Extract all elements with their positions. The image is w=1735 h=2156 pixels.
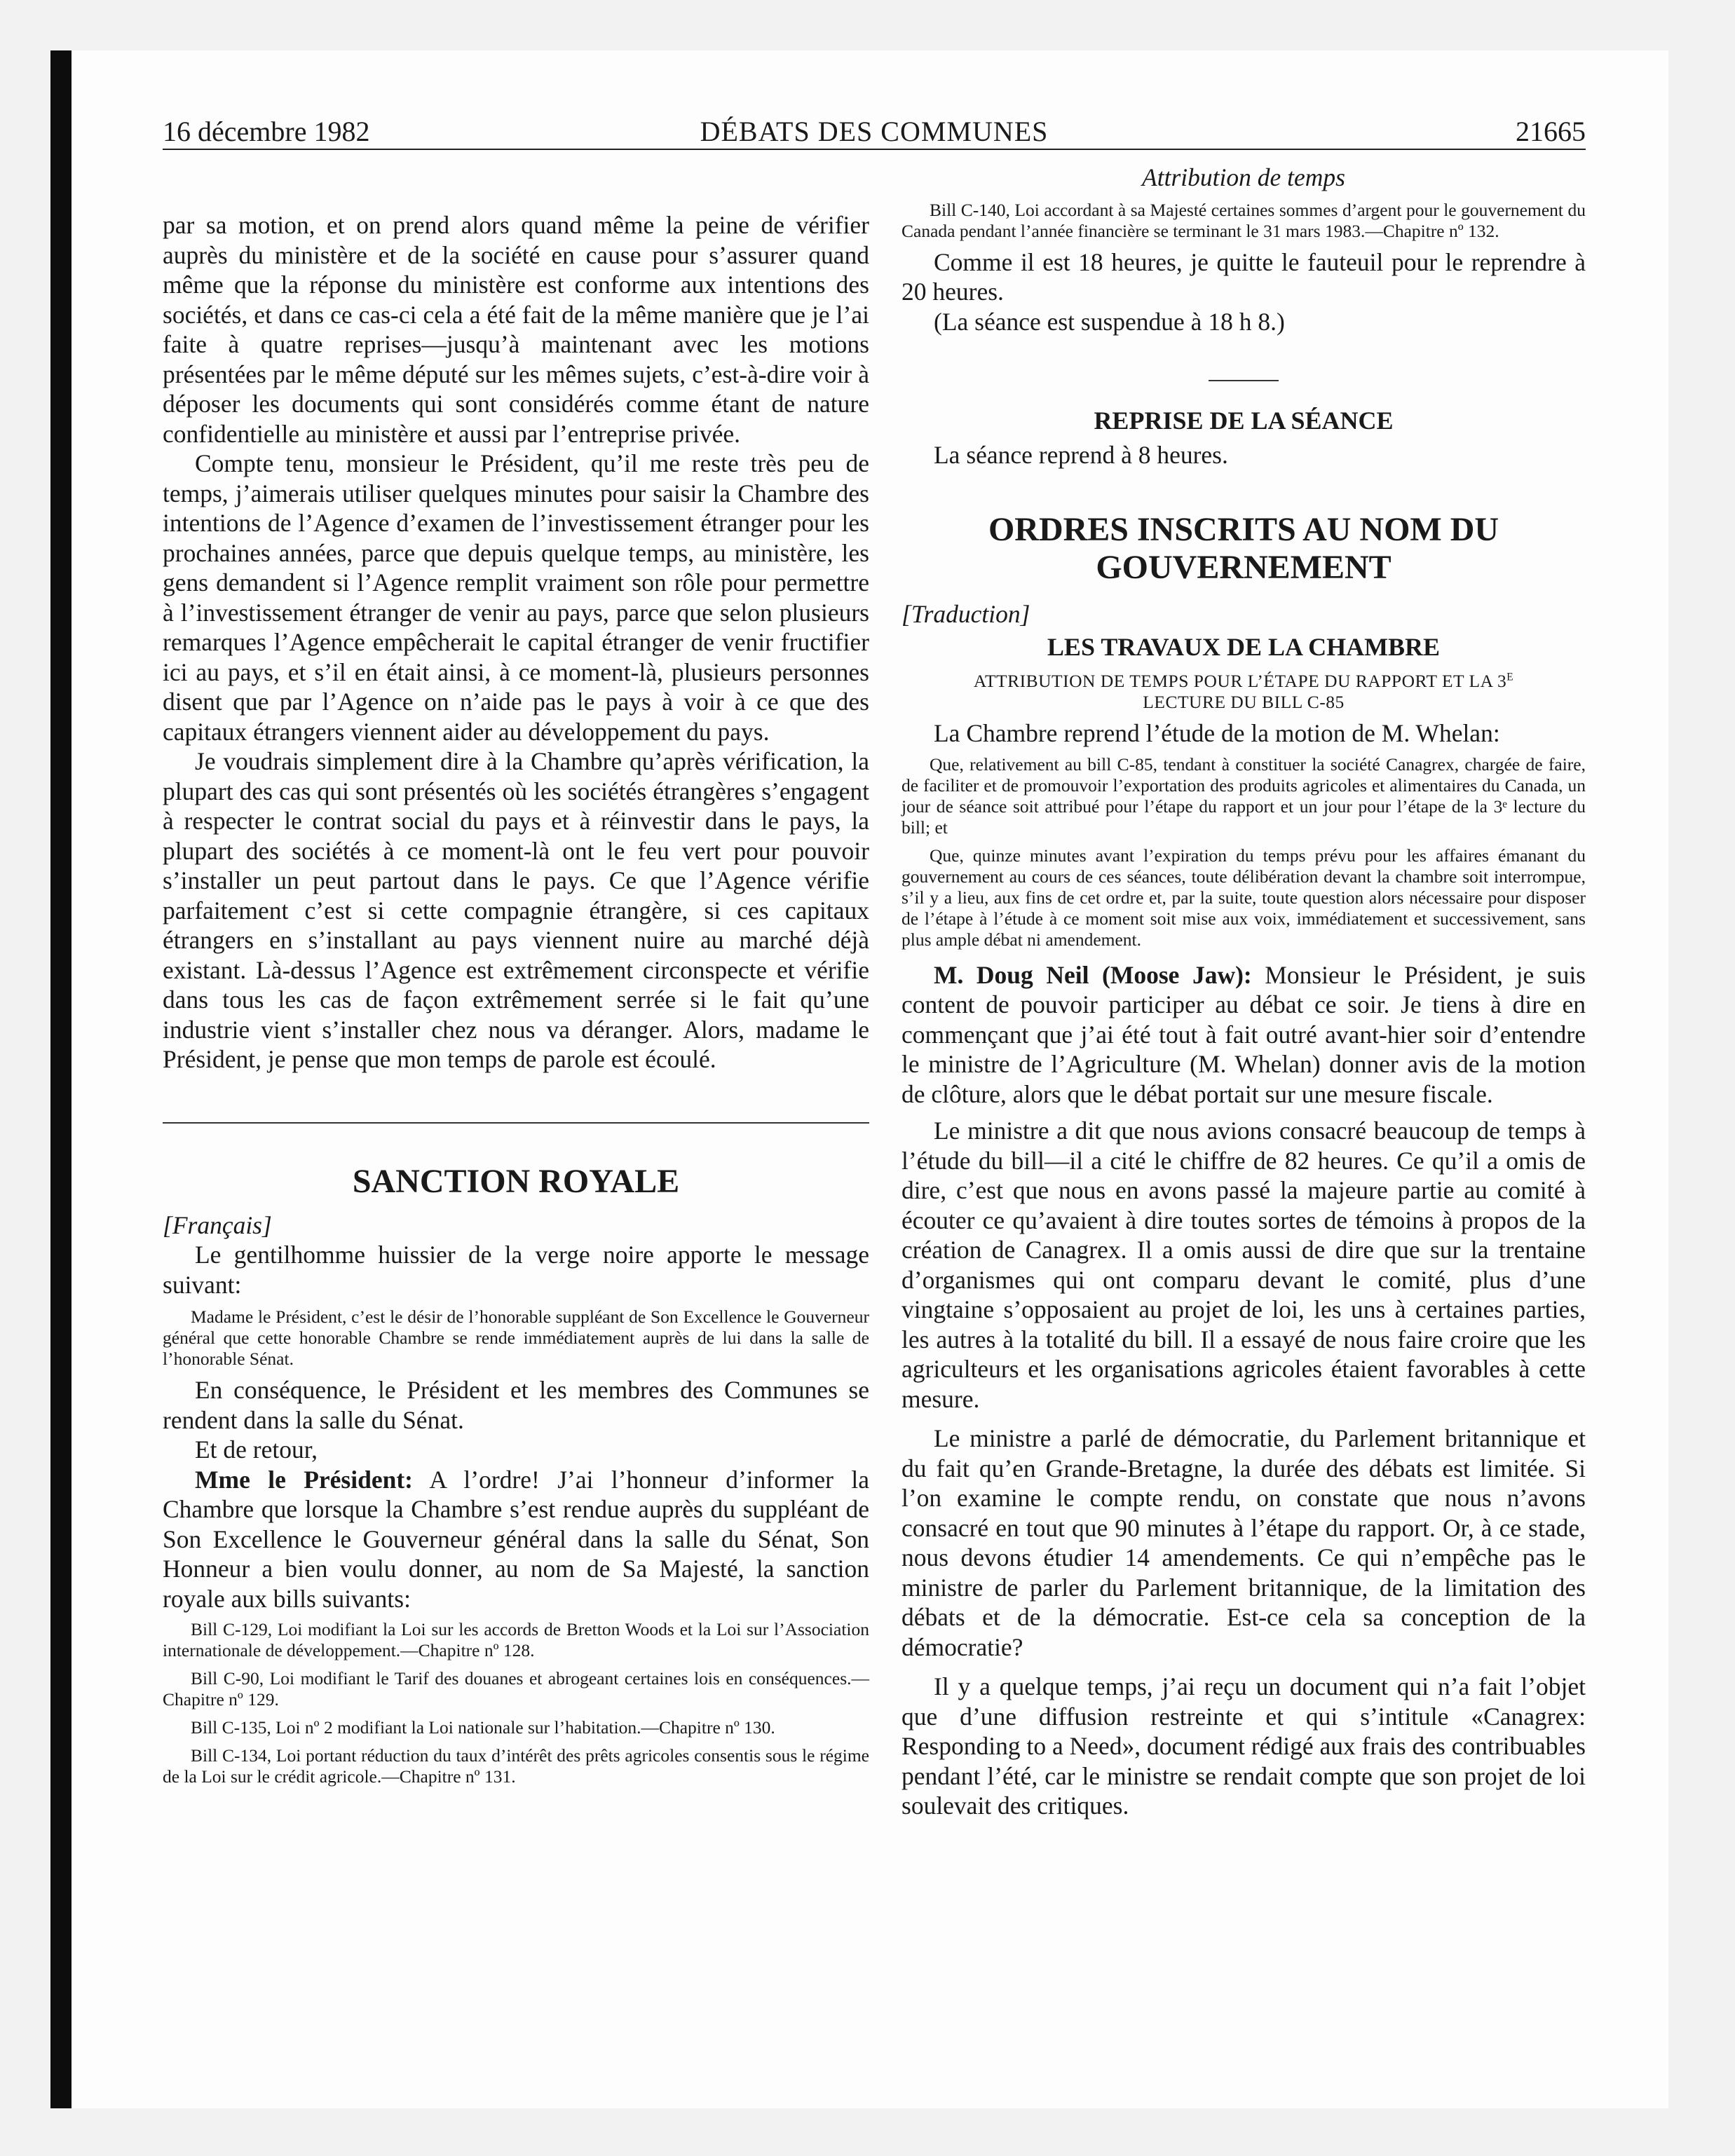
header-rule (163, 149, 1586, 150)
page-number: 21665 (1516, 116, 1586, 147)
language-tag: [Français] (163, 1210, 272, 1239)
bill-item: Bill C-135, Loi nº 2 modifiant la Loi nationale sur l’habitation.—Chapitre nº 130. (191, 1717, 775, 1738)
paragraph: Et de retour, (195, 1435, 318, 1464)
section-title: LES TRAVAUX DE LA CHAMBRE (1047, 633, 1441, 661)
paragraph: Le ministre a parlé de démocratie, du Parlement britannique et du fait qu’en Grande-Bretagne, la durée des débats est limitée. Si l’on examine le compte rendu, on constate que nous n’avons consacré en tout que 90 minutes à l’étape du rapport. Or, à ce stade, nous devons étudier 14 amendements. Ce qui n’empêche pas le ministre de parler du Parlement britannique, de la limitation des débats et de la démocratie. Est-ce cela sa conception de la démocratie? (901, 1424, 1586, 1661)
scan-edge (50, 50, 72, 2108)
allocation-heading-line-2: LECTURE DU BILL C-85 (1143, 692, 1345, 712)
speech-text: Monsieur le Président, je suis content de pouvoir participer au débat ce soir. Je tiens à dire en commençant que j’ai été tout à fait outré avant-hier soir d’entendre le ministre de l’Agriculture (M. Whelan) donner avis de la motion de clôture, alors que le débat portait sur une mesure fiscale. (901, 960, 1586, 1108)
bill-item: Bill C-134, Loi portant réduction du taux d’intérêt des prêts agricoles consentis sous le régime de la Loi sur le crédit agricole.—Chapitre nº 131. (163, 1745, 869, 1787)
speaker-name: M. Doug Neil (Moose Jaw): (934, 960, 1252, 989)
motion-text: Que, quinze minutes avant l’expiration du temps prévu pour les affaires émanant du gouvernement au cours de ces séances, toute délibération devant la chambre soit interrompue, s’il y a lieu, aux fins de cet ordre et, par la suite, toute question alors nécessaire pour disposer de l’étape à l’étude à ce moment soit mise aux voix, immédiatement et successivement, sans plus ample débat ni amendement. (901, 845, 1586, 950)
section-title: REPRISE DE LA SÉANCE (1094, 407, 1394, 435)
speech-paragraph (163, 1465, 869, 1614)
motion-text: Que, relativement au bill C-85, tendant à constituer la société Canagrex, chargée de faire, de faciliter et de promouvoir l’exportation des produits agricoles et alimentaires du Canada, un jour de séance soit attribué pour l’étape du rapport et un jour pour l’étape de la 3ᵉ lecture du bill; et (901, 753, 1586, 838)
paragraph: Il y a quelque temps, j’ai reçu un document qui n’a fait l’objet que d’une diffusion restreinte et qui s’intitule «Canagrex: Responding to a Need», document rédigé aux frais des contribuables pendant l’été, car le ministre se rendait compte que son projet de loi soulevait des critiques. (901, 1672, 1586, 1820)
orders-title-line-1: ORDRES INSCRITS AU NOM DU (988, 510, 1499, 548)
translation-tag: [Traduction] (901, 599, 1030, 628)
paragraph: La Chambre reprend l’étude de la motion de M. Whelan: (934, 719, 1500, 747)
paragraph: Le gentilhomme huissier de la verge noire apporte le message suivant: (163, 1241, 869, 1299)
speaker-name: Mme le Président: (195, 1465, 413, 1494)
bill-item: Bill C-90, Loi modifiant le Tarif des douanes et abrogeant certaines lois en conséquences.—Chapitre nº 129. (163, 1668, 869, 1710)
orders-title-line-2: GOUVERNEMENT (1096, 548, 1392, 586)
paragraph: Comme il est 18 heures, je quitte le fauteuil pour le reprendre à 20 heures. (901, 247, 1586, 306)
allocation-heading-line-1: ATTRIBUTION DE TEMPS POUR L’ÉTAPE DU RAPPORT ET LA 3 (973, 671, 1507, 691)
paragraph: Je voudrais simplement dire à la Chambre qu’après vérification, la plupart des cas qui sont présentés où les sociétés étrangères s’engagent à respecter le contrat social du pays et à réinvestir dans le pays, la plupart des sociétés à ce moment-là ont le feu vert pour pouvoir s’installer un peut partout dans le pays. Ce que l’Agence vérifie parfaitement c’est si cette compagnie étrangère, si ces capitaux étrangers en s’installant au pays viennent nuire au marché déjà existant. Là-dessus l’Agence est extrêmement circonspecte et vérifie dans tous les cas de façon extrêmement serrée si le fait qu’une industrie vient s’installer chez nous va déranger. Alors, madame le Président, je pense que mon temps de parole est écoulé. (163, 747, 869, 1073)
superscript: E (1506, 671, 1514, 683)
left-column (163, 210, 869, 1787)
subsection-title: Attribution de temps (1142, 163, 1345, 191)
paragraph: Compte tenu, monsieur le Président, qu’il me reste très peu de temps, j’aimerais utiliser quelques minutes pour saisir la Chambre des intentions de l’Agence d’examen de l’investissement étranger pour les prochaines années, parce que depuis quelque temps, au ministère, les gens demandent si l’Agence remplit vraiment son rôle pour permettre à l’investissement étranger de venir au pays, parce que selon plusieurs remarques l’Agence empêcherait le capital étranger de venir fructifier ici au pays, et s’il en était ainsi, à ce moment-là, plusieurs personnes disent que par l’Agence on n’aide pas le pays à voir à ce que des capitaux étrangers viennent aider au développement du pays. (163, 449, 869, 746)
quoted-message: Madame le Président, c’est le désir de l’honorable suppléant de Son Excellence le Gouverneur général que cette honorable Chambre se rende immédiatement auprès de lui dans la salle de l’honorable Sénat. (163, 1306, 869, 1369)
page-header (163, 112, 1586, 151)
speech-paragraph (901, 960, 1586, 1110)
paragraph: Le ministre a dit que nous avions consacré beaucoup de temps à l’étude du bill—il a cité le chiffre de 82 heures. Ce qu’il a omis de dire, c’est que nous en avons passé la majeure partie au comité à écouter ce qu’avaient à dire toutes sortes de témoins à propos de la création de Canagrex. Il a omis aussi de dire que sur la trentaine d’organismes qui ont comparu devant le comité, plus d’une vingtaine s’opposaient au projet de loi, les uns à certaines parties, les autres à la totalité du bill. Il a essayé de nous faire croire que les agriculteurs et les organisations agricoles étaient favorables à cette mesure. (901, 1117, 1586, 1413)
paragraph: La séance reprend à 8 heures. (934, 441, 1228, 469)
right-column (901, 163, 1586, 1821)
section-title: SANCTION ROYALE (352, 1162, 680, 1200)
paragraph: En conséquence, le Président et les membres des Communes se rendent dans la salle du Sénat. (163, 1376, 869, 1434)
speech-text: A l’ordre! J’ai l’honneur d’informer la Chambre que lorsque la Chambre s’est rendue auprès du suppléant de Son Excellence le Gouverneur général dans la salle du Sénat, Son Honneur a bien voulu donner, au nom de Sa Majesté, la sanction royale aux bills suivants: (163, 1465, 869, 1613)
header-title: DÉBATS DES COMMUNES (700, 116, 1049, 147)
paragraph: (La séance est suspendue à 18 h 8.) (934, 307, 1285, 336)
bill-item: Bill C-140, Loi accordant à sa Majesté certaines sommes d’argent pour le gouvernement du Canada pendant l’année financière se terminant le 31 mars 1983.—Chapitre nº 132. (901, 199, 1586, 241)
header-date: 16 décembre 1982 (163, 116, 370, 147)
allocation-heading (901, 671, 1586, 692)
paragraph: par sa motion, et on prend alors quand même la peine de vérifier auprès du ministère et de la société en cause pour s’assurer quand même que la réponse du ministère est conforme aux intentions des sociétés, et dans ce cas-ci cela a été fait de la même manière que je l’ai faite à quatre reprises—jusqu’à maintenant avec les motions présentées par le même député sur les mêmes sujets, c’est-à-dire voir à déposer les documents qui sont considérés comme étant de nature confidentielle au ministère et aussi par l’entreprise privée. (163, 211, 869, 448)
bill-item: Bill C-129, Loi modifiant la Loi sur les accords de Bretton Woods et la Loi sur l’Association internationale de développement.—Chapitre nº 128. (163, 1619, 869, 1660)
